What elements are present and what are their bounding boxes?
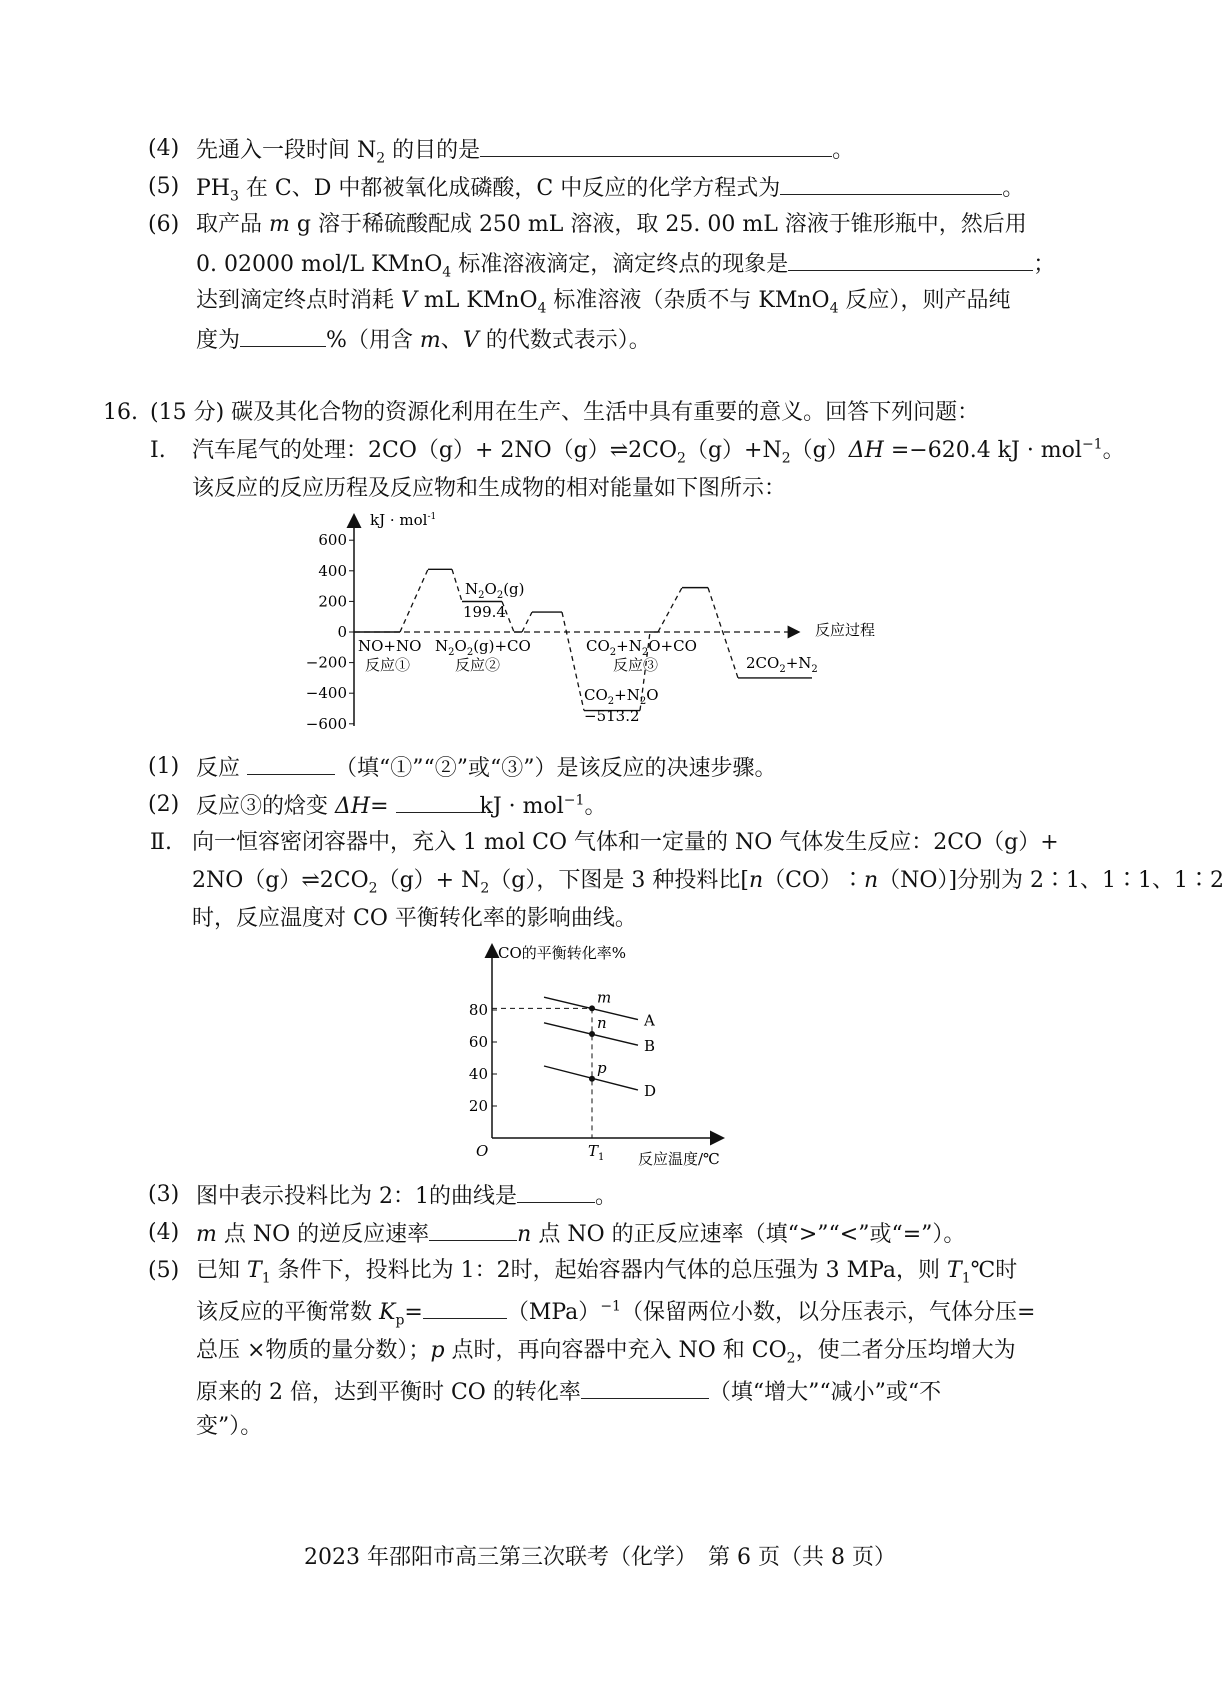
point-label: m <box>597 988 612 1007</box>
species-label: $N_2O_2(g)+CO$ <box>435 637 531 658</box>
part-label: Ⅱ. <box>150 830 172 855</box>
answer-blank[interactable] <box>480 134 832 157</box>
y-tick-label: 200 <box>318 592 347 611</box>
pathway-segment <box>522 612 532 632</box>
step-label: 反应① <box>365 656 411 674</box>
answer-blank[interactable] <box>240 324 326 347</box>
item-number: (4) <box>148 136 180 161</box>
item-number: (5) <box>148 174 180 199</box>
x-axis-title: 反应温度/℃ <box>638 1150 720 1168</box>
answer-blank[interactable] <box>581 1376 709 1399</box>
species-label: NO+NO <box>358 637 422 655</box>
intermediate-energy-label: 199.4 <box>463 603 506 621</box>
pathway-segment <box>400 569 428 632</box>
intermediate-label: $CO_2+N_2O$ <box>584 686 659 707</box>
series-label: D <box>644 1082 657 1100</box>
y-tick-label: 0 <box>337 623 347 641</box>
y-tick-label: −600 <box>305 714 347 733</box>
y-tick-label: 60 <box>468 1033 488 1051</box>
answer-blank[interactable] <box>780 172 1002 195</box>
conversion-rate-chart <box>460 938 780 1168</box>
page-footer: 2023 年邵阳市高三第三次联考（化学） 第 6 页（共 8 页） <box>304 1545 896 1570</box>
pathway-segment <box>562 612 584 710</box>
question-stem: (15 分) 碳及其化合物的资源化利用在生产、生活中具有重要的意义。回答下列问题： <box>150 400 980 425</box>
y-tick-label: 40 <box>468 1065 488 1083</box>
answer-blank[interactable] <box>788 248 1033 271</box>
point-m <box>589 1005 595 1011</box>
series-label: B <box>644 1037 656 1056</box>
answer-blank[interactable] <box>247 752 335 775</box>
origin-label: O <box>476 1142 489 1160</box>
intermediate-label: $N_2O_2(g)$ <box>465 580 525 601</box>
y-tick-label: 20 <box>468 1097 488 1115</box>
pathway-segment <box>452 569 462 601</box>
y-axis-title: CO的平衡转化率% <box>498 944 627 962</box>
step-label: 反应③ <box>613 656 659 674</box>
y-tick-label: 600 <box>318 531 347 550</box>
species-label: $CO_2+N_2O+CO$ <box>586 637 697 658</box>
point-p <box>589 1076 595 1082</box>
pathway-segment <box>708 588 738 678</box>
pathway-segment <box>658 588 682 632</box>
y-tick-label: 80 <box>468 1001 488 1019</box>
y-tick-label: 400 <box>318 561 347 580</box>
point-n <box>589 1031 595 1037</box>
step-label: 反应② <box>455 656 501 674</box>
point-label: n <box>597 1014 607 1032</box>
y-unit-label: kJ · mol$^{-1}$ <box>370 511 437 529</box>
point-label: p <box>597 1058 607 1077</box>
y-tick-label: −400 <box>305 684 347 703</box>
question-number: 16. <box>103 400 138 425</box>
x-axis-label: 反应过程 <box>815 621 876 639</box>
intermediate-energy-label: −513.2 <box>584 707 640 725</box>
y-tick-label: −200 <box>305 653 347 672</box>
part-label: Ⅰ. <box>150 438 166 463</box>
answer-blank[interactable] <box>517 1180 595 1203</box>
t1-marker-label: $T_1$ <box>588 1142 605 1163</box>
answer-blank[interactable] <box>396 790 480 813</box>
answer-blank[interactable] <box>423 1296 507 1319</box>
energy-profile-diagram <box>305 508 876 738</box>
series-label: A <box>644 1011 655 1030</box>
species-label: $2CO_2+N_2$ <box>746 654 818 675</box>
item-number: (6) <box>148 212 180 237</box>
answer-blank[interactable] <box>429 1218 517 1241</box>
